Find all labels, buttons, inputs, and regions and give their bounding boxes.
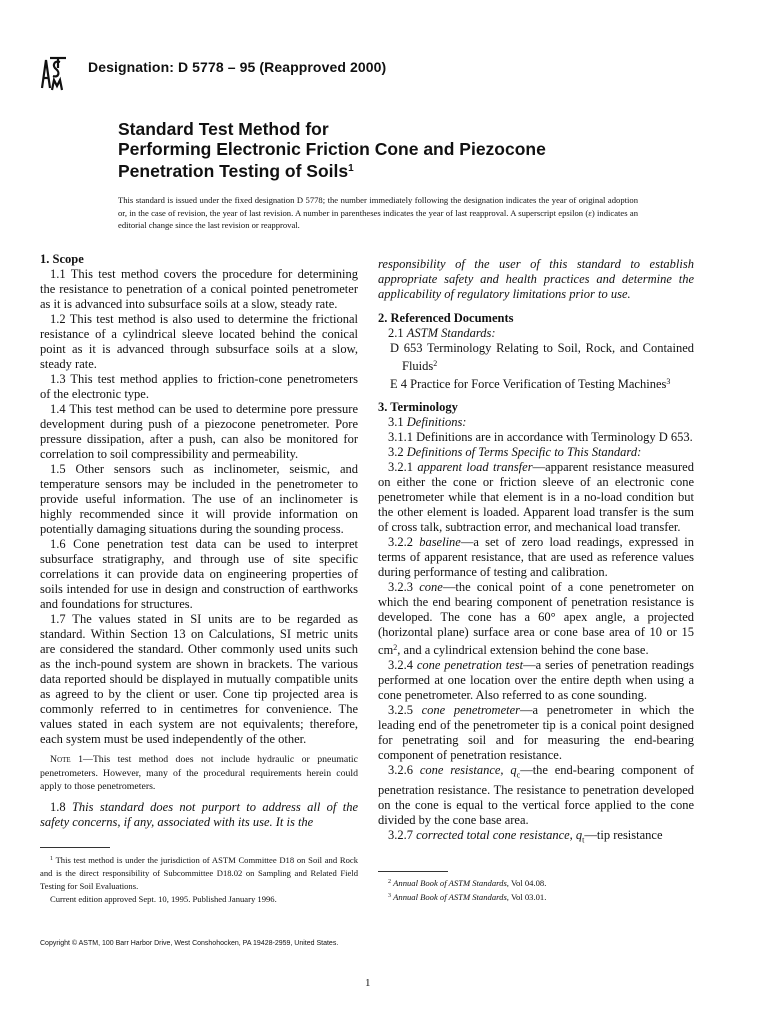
paragraph-1-5: 1.5 Other sensors such as inclinometer, seismic, and temperature sensors may be included in the penetrometer to provide useful information. The use of an inclinometer is highly recommended since it will provide information on potentially damaging situations during the sounding process. <box>40 462 358 536</box>
paragraph-1-3: 1.3 This test method applies to friction-cone penetrometers of the electronic type. <box>40 372 358 401</box>
page-number: 1 <box>365 977 371 989</box>
scope-continuation: responsibility of the user of this standard to establish appropriate safety and health practices and determine the applicability of regulatory limitations prior to use. <box>378 257 694 301</box>
title-line-3: Penetration Testing of Soils$^1$ <box>118 161 354 181</box>
definition-cone-penetrometer: 3.2.5 cone penetrometer—a penetrometer in which the leading end of the penetrometer tip is a conical point designed for penetrating soil and for measuring the end-bearing component of penetration resistance. <box>378 703 695 762</box>
paragraph-3-1-1: 3.1.1 Definitions are in accordance with Terminology D 653. <box>388 430 693 444</box>
paragraph-1-4: 1.4 This test method can be used to determine pore pressure development during push of a piezocone penetrometer. Pore pressure dissipation, after a push, can also be monitored for correlation to soil compressibility and permeability. <box>40 402 358 461</box>
paragraph-2-1: 2.1 ASTM Standards: <box>388 326 496 340</box>
paragraph-1-7: 1.7 The values stated in SI units are to be regarded as standard. Within Section 13 on Calculations, SI metric units are considered the standard. Other commonly used units such as the inch-pound system are shown in brackets. The various data reported should be displayed in mutually compatible units as agreed to by the client or user. Cone tip projected area is commonly referred to in centimetres for convenience. The values stated in each system are not equivalents; therefore, each system must be used independently of the other. <box>40 612 358 746</box>
definition-cone-penetration-test: 3.2.4 cone penetration test—a series of penetration readings performed at one location over the entire depth when using a cone penetrometer. Also referred to as cone sounding. <box>378 658 694 702</box>
section-heading-referenced-documents: 2. Referenced Documents <box>378 311 514 325</box>
paragraph-1-6: 1.6 Cone penetration test data can be used to interpret subsurface stratigraphy, and through use of site specific correlations it can provide data on engineering properties of soils intended for use in design and construction of earthworks and foundations for structures. <box>40 537 358 611</box>
astm-logo <box>38 54 68 92</box>
definition-cone: 3.2.3 cone—the conical point of a cone penetrometer on which the end bearing component of penetration resistance is developed. The cone has a 60° apex angle, a projected (horizontal plane) surface area or cone base area of 10 or 15 $cm^2$, and a cylindrical extension behind the cone base. <box>378 580 694 657</box>
footnote-3: $^3$ Annual Book of ASTM Standards, Vol 03.01. <box>388 892 547 902</box>
title-footnote-mark: 1 <box>348 163 354 174</box>
title-line-2: Performing Electronic Friction Cone and Piezocone <box>118 139 546 159</box>
paragraph-3-1: 3.1 Definitions: <box>388 415 467 429</box>
definition-baseline: 3.2.2 baseline—a set of zero load readings, expressed in terms of apparent resistance, that are used as reference values during performance of testing and calibration. <box>378 535 695 579</box>
footnote-rule-right <box>378 871 448 872</box>
definition-cone-resistance: 3.2.6 cone resistance, $q_c—the$ end-bearing component of penetration resistance. The resistance to penetration developed on the cone is equal to the vertical force applied to the cone divided by the cone base area. <box>378 763 695 827</box>
document-title <box>118 119 678 181</box>
paragraph-1-2: 1.2 This test method is also used to determine the frictional resistance of a cylindrical sleeve located behind the conical point as it is advanced through subsurface soils at a slow, steady rate. <box>40 312 358 371</box>
note-1: Note 1—This test method does not include hydraulic or pneumatic penetrometers. However, many of the procedural requirements herein could apply to those penetrometers. <box>40 754 359 792</box>
title-line-1: Standard Test Method for <box>118 119 329 139</box>
definition-apparent-load-transfer: 3.2.1 apparent load transfer—apparent resistance measured on either the cone or friction sleeve of an electronic cone penetrometer while that element is in a no-load condition but the other element is loaded. Apparent load transfer is the sum of cross talk, subtraction error, and mechanical load transfer. <box>378 460 694 534</box>
paragraph-1-8: 1.8 This standard does not purport to address all of the safety concerns, if any, associated with its use. It is the <box>40 799 358 829</box>
issue-note: This standard is issued under the fixed designation D 5778; the number immediately following the designation indicates the year of original adoption or, in the case of revision, the year of last revision. A number in parentheses indicates the year of last reapproval. A superscript epsilon (ε) indicates an editorial change since the last revision or reapproval. <box>118 195 638 230</box>
section-heading-scope: 1. Scope <box>40 252 84 266</box>
left-column <box>40 252 358 830</box>
definition-corrected-total-cone-resistance: 3.2.7 corrected total cone resistance, $q_t—tip$ resistance <box>388 827 663 844</box>
reference-d653: D 653 Terminology Relating to Soil, Rock, and Contained Fluids$^2$ <box>390 341 694 373</box>
footnote-2: $^2$ Annual Book of ASTM Standards, Vol 04.08. <box>388 878 547 888</box>
reference-e4: E 4 Practice for Force Verification of Testing Machines$^3$ <box>390 377 671 391</box>
designation: Designation: D 5778 – 95 (Reapproved 2000) <box>88 59 387 75</box>
paragraph-3-2: 3.2 Definitions of Terms Specific to This Standard: <box>388 445 642 459</box>
footnote-rule-left <box>40 847 110 848</box>
footnote-1: $^1$ This test method is under the jurisdiction of ASTM Committee D18 on Soil and Rock and is the direct responsibility of Subcommittee D18.02 on Sampling and Related Field Testing for Soil Evaluations. Current edition approved Sept. 10, 1995. Published January 1996. <box>40 855 358 904</box>
footnotes-right <box>378 876 694 904</box>
paragraph-1-1: 1.1 This test method covers the procedure for determining the resistance to penetration of a conical pointed penetrometer as it is advanced into subsurface soils at a slow, steady rate. <box>40 267 358 311</box>
section-heading-terminology: 3. Terminology <box>378 400 458 414</box>
right-column <box>378 257 694 847</box>
copyright-notice: Copyright © ASTM, 100 Barr Harbor Drive, West Conshohocken, PA 19428-2959, United States. <box>40 940 339 947</box>
